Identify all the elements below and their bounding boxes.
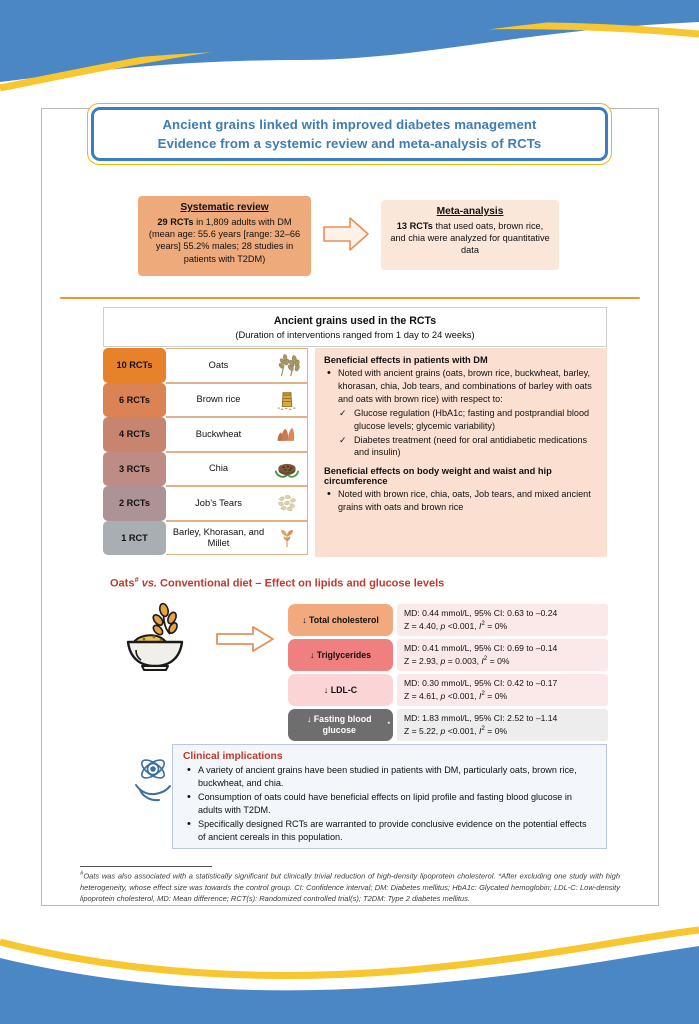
- outcome-label-pill: [288, 604, 393, 636]
- systematic-review-heading: Systematic review: [180, 202, 269, 213]
- clinical-bullet-1: • A variety of ancient grains have been studied in patients with DM, particularly oats, brown rice, buckwheat, and chia.: [183, 764, 596, 790]
- p-value: = 0.003,: [445, 655, 482, 666]
- outcome-stat-line-2: [404, 655, 601, 668]
- grain-name-cell: [166, 383, 308, 418]
- z-value: Z = 2.93,: [404, 655, 441, 666]
- top-wave-decoration: [0, 0, 699, 120]
- ancient-grains-header: [103, 307, 607, 347]
- meta-analysis-box: [381, 200, 559, 270]
- clinical-bullet-3: • Specifically designed RCTs are warranted to provide conclusive evidence on the potential effects of ancient cereals in this population.: [183, 818, 596, 844]
- footnote-rule: [80, 866, 212, 867]
- bottom-wave-decoration: [0, 924, 699, 1024]
- millet-sprig-icon: [271, 524, 303, 552]
- systematic-review-body: [145, 216, 304, 265]
- grain-count-badge: 4 RCTs: [103, 417, 166, 452]
- z-value: Z = 4.61,: [404, 690, 441, 701]
- i-squared-exponent: 2: [481, 619, 485, 627]
- i-squared-symbol: I: [481, 655, 484, 666]
- flow-section: [0, 196, 699, 284]
- grain-row-barley-khorasan-millet: [103, 521, 308, 556]
- oats-heading-a: Oats: [110, 577, 135, 590]
- benefits-bullet-1: • Noted with ancient grains (oats, brown rice, buckwheat, barley, khorasan, chia, Job tears, and combinations of barley with oats and oats with brown rice) with respect to:: [324, 367, 598, 406]
- outcome-row-ldl-c: [288, 674, 608, 706]
- oats-section-heading: [110, 575, 444, 590]
- p-symbol: p: [440, 725, 446, 736]
- wheat-stalks-icon: [271, 351, 303, 379]
- i-squared-value: = 0%: [484, 690, 508, 701]
- outcome-label-text: ↓ Fasting blood glucose: [306, 714, 372, 735]
- outcome-label-text: ↓ Triglycerides: [309, 649, 372, 660]
- grain-name-cell: [166, 452, 308, 487]
- grain-name-label: Brown rice: [196, 394, 241, 405]
- right-arrow-outline-icon: [215, 625, 275, 653]
- grain-name-label: Chia: [208, 463, 229, 474]
- grain-count-badge: 3 RCTs: [103, 452, 166, 487]
- i-squared-symbol: I: [479, 725, 482, 736]
- grains-list: [103, 348, 308, 555]
- outcome-stat-line-2: [404, 620, 601, 633]
- meta-analysis-body: [389, 220, 551, 257]
- grain-count-badge: 10 RCTs: [103, 348, 166, 383]
- outcome-row-fasting-blood-glucose: [288, 709, 608, 741]
- benefits-heading-2: Beneficial effects on body weight and waist and hip circumference: [324, 466, 552, 487]
- outcome-label-pill: [288, 674, 393, 706]
- footnote-text: Oats was also associated with a statistically significant but clinically trivial reduction of high-density lipoprotein cholesterol. *After excluding one study with high heterogeneity, whose effect size was towards the control group. CI: Confidence interval; DM: Diabetes mellitus; HbA1c: Glycated hemoglobin; LDL-C: Low-density lipoprotein cholesterol, MD: Mean difference; RCT(s): Randomized controlled trial(s); T2DM: Type 2 diabetes mellitus.: [80, 871, 620, 903]
- i-squared-symbol: I: [479, 690, 482, 701]
- beneficial-effects-panel: [315, 348, 607, 557]
- footnote: [80, 866, 620, 904]
- outcome-label-text: ↓ Total cholesterol: [302, 614, 379, 625]
- page-title-line-2: Evidence from a systemic review and meta-analysis of RCTs: [157, 136, 542, 151]
- systematic-review-count: 29 RCTs: [157, 217, 194, 227]
- title-inner-box: [91, 107, 608, 161]
- grain-row-brown-rice: [103, 383, 308, 418]
- grain-count-badge: 1 RCT: [103, 521, 166, 556]
- p-symbol: p: [440, 655, 446, 666]
- outcome-label-pill: [288, 709, 393, 741]
- oat-bowl-icon: [120, 600, 200, 672]
- outcome-stat-box: [397, 709, 608, 741]
- outcome-stat-box: [397, 604, 608, 636]
- hand-holding-atom-icon: [131, 752, 175, 804]
- oats-heading-b: Conventional diet – Effect on lipids and glucose levels: [157, 577, 445, 590]
- outcome-label-sup: *: [387, 721, 390, 729]
- grain-name-label: Barley, Khorasan, and Millet: [172, 526, 265, 548]
- z-value: Z = 4.40,: [404, 620, 441, 631]
- p-symbol: p: [440, 620, 446, 631]
- i-squared-symbol: I: [479, 620, 482, 631]
- clinical-bullet-2: • Consumption of oats could have beneficial effects on lipid profile and fasting blood glucose in adults with T2DM.: [183, 791, 596, 817]
- outcome-row-triglycerides: [288, 639, 608, 671]
- outcome-stat-box: [397, 674, 608, 706]
- meta-analysis-text: that used oats, brown rice, and chia were analyzed for quantitative data: [390, 221, 550, 256]
- p-value: <0.001,: [445, 620, 480, 631]
- outcomes-list: [288, 604, 608, 744]
- meta-analysis-count: 13 RCTs: [396, 221, 433, 231]
- grain-name-label: Job’s Tears: [195, 497, 242, 508]
- grain-count-badge: 2 RCTs: [103, 486, 166, 521]
- grain-name-label: Buckwheat: [195, 428, 242, 439]
- grain-row-oats: [103, 348, 308, 383]
- grain-row-chia: [103, 452, 308, 487]
- grain-name-cell: [166, 521, 308, 556]
- z-value: Z = 5.22,: [404, 725, 441, 736]
- systematic-review-box: [138, 196, 311, 276]
- rice-sack-icon: [271, 386, 303, 414]
- outcome-label-pill: [288, 639, 393, 671]
- oats-heading-sup: #: [134, 575, 139, 584]
- grain-name-label: Oats: [208, 359, 229, 370]
- chia-bowl-icon: [271, 455, 303, 483]
- i-squared-exponent: 2: [481, 724, 485, 732]
- outcome-stat-line-1: MD: 0.41 mmol/L, 95% CI: 0.69 to –0.14: [404, 642, 558, 653]
- title-banner: [87, 103, 612, 165]
- benefits-heading-1: Beneficial effects in patients with DM: [324, 355, 488, 365]
- i-squared-value: = 0%: [487, 655, 510, 666]
- grain-row-jobs-tears: [103, 486, 308, 521]
- i-squared-value: = 0%: [484, 725, 508, 736]
- benefits-bullet-2: • Noted with brown rice, chia, oats, Job tears, and mixed ancient grains with oats and brown rice: [324, 488, 598, 514]
- benefits-check-2: ✓ Diabetes treatment (need for oral antidiabetic medications and insulin): [324, 434, 598, 460]
- outcome-stat-line-2: [404, 690, 601, 703]
- p-symbol: p: [440, 690, 446, 701]
- page-title-line-1: Ancient grains linked with improved diabetes management: [162, 116, 537, 132]
- right-arrow-outline-icon: [322, 214, 370, 254]
- footnote-marker: #: [80, 871, 84, 877]
- ancient-grains-title: Ancient grains used in the RCTs: [273, 314, 437, 327]
- grain-row-buckwheat: [103, 417, 308, 452]
- i-squared-value: = 0%: [484, 620, 508, 631]
- clinical-implications-box: [172, 744, 607, 849]
- p-value: <0.001,: [445, 690, 480, 701]
- systematic-review-text: in 1,809 adults with DM (mean age: 55.6 years [range: 32–66 years] 55.2% males; 28 studies in patients with T2DM): [148, 217, 301, 264]
- benefits-check-1: ✓ Glucose regulation (HbA1c; fasting and postprandial blood glucose levels; glycemic variability): [324, 407, 598, 433]
- job-tears-seeds-icon: [271, 489, 303, 517]
- meta-analysis-heading: Meta-analysis: [436, 206, 504, 217]
- grain-name-cell: [166, 417, 308, 452]
- outcome-stat-line-1: MD: 0.30 mmol/L, 95% CI: 0.42 to –0.17: [404, 677, 558, 688]
- grain-count-badge: 6 RCTs: [103, 383, 166, 418]
- outcome-row-total-cholesterol: [288, 604, 608, 636]
- outcome-stat-line-1: MD: 0.44 mmol/L, 95% CI: 0.63 to –0.24: [404, 607, 558, 618]
- clinical-implications-title: Clinical implications: [183, 751, 283, 762]
- ancient-grains-subtitle: (Duration of interventions ranged from 1 day to 24 weeks): [235, 328, 475, 340]
- outcome-stat-line-2: [404, 725, 601, 738]
- i-squared-exponent: 2: [483, 654, 488, 662]
- grain-name-cell: [166, 486, 308, 521]
- grain-name-cell: [166, 348, 308, 383]
- outcome-stat-box: [397, 639, 608, 671]
- i-squared-exponent: 2: [481, 689, 485, 697]
- p-value: <0.001,: [445, 725, 480, 736]
- outcome-label-text: ↓ LDL-C: [323, 684, 358, 695]
- oats-heading-italic: vs.: [138, 577, 157, 590]
- buckwheat-grains-icon: [271, 420, 303, 448]
- outcome-stat-line-1: MD: 1.83 mmol/L, 95% CI: 2.52 to –1.14: [404, 712, 558, 723]
